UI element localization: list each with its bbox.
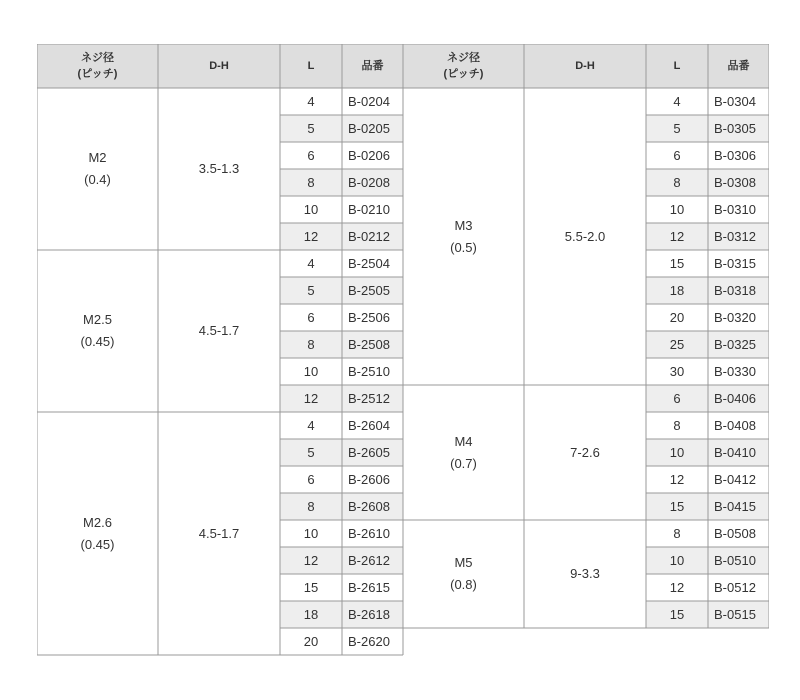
thread-size-cell (37, 250, 158, 412)
part-number-value: B-0408 (714, 417, 756, 433)
part-number-cell (708, 412, 769, 439)
part-number-cell (708, 358, 769, 385)
length-cell (280, 115, 342, 142)
part-number-cell (342, 277, 403, 304)
part-number-value: B-2604 (348, 417, 390, 433)
thread-size: M2.6 (83, 514, 112, 530)
part-number-cell (708, 520, 769, 547)
part-number-cell (708, 331, 769, 358)
dh-cell (524, 88, 646, 385)
dh-cell (524, 520, 646, 628)
part-number-cell (342, 628, 403, 655)
part-number-value: B-0320 (714, 309, 756, 325)
part-number-cell (342, 520, 403, 547)
header-pitch-label: (ピッチ) (443, 68, 484, 80)
length-cell (646, 331, 708, 358)
part-number-cell (708, 493, 769, 520)
part-number-cell (342, 574, 403, 601)
part-number-value: B-0212 (348, 228, 390, 244)
length-cell (280, 547, 342, 574)
part-number-cell (342, 223, 403, 250)
length-value: 18 (669, 282, 685, 298)
length-cell (646, 493, 708, 520)
part-number-value: B-0308 (714, 174, 756, 190)
part-number-value: B-0208 (348, 174, 390, 190)
part-number-value: B-0318 (714, 282, 756, 298)
length-value: 4 (307, 255, 315, 271)
length-value: 12 (669, 228, 685, 244)
part-number-cell (342, 358, 403, 385)
length-cell (646, 358, 708, 385)
part-number-value: B-0204 (348, 93, 390, 109)
dh-value: 5.5-2.0 (564, 228, 606, 244)
part-number-cell (342, 439, 403, 466)
thread-size-cell (403, 88, 524, 385)
length-value: 12 (303, 552, 319, 568)
length-cell (280, 520, 342, 547)
length-cell (280, 250, 342, 277)
length-value: 5 (673, 120, 681, 136)
part-number-value: B-0210 (348, 201, 390, 217)
length-cell (280, 142, 342, 169)
part-number-value: B-2608 (348, 498, 390, 514)
length-cell (646, 574, 708, 601)
header-length (646, 44, 708, 88)
thread-size: M4 (454, 433, 473, 449)
length-value: 10 (303, 525, 319, 541)
header-dh-label: D-H (575, 60, 595, 72)
length-cell (646, 601, 708, 628)
length-cell (280, 466, 342, 493)
length-value: 8 (307, 174, 315, 190)
length-cell (280, 385, 342, 412)
dh-value: 4.5-1.7 (198, 323, 240, 338)
length-value: 15 (303, 579, 319, 595)
length-value: 5 (307, 282, 315, 298)
part-number-value: B-0205 (348, 120, 390, 136)
part-number-cell (708, 304, 769, 331)
part-number-value: B-2512 (348, 390, 390, 406)
length-cell (280, 169, 342, 196)
length-value: 15 (669, 606, 685, 622)
part-number-value: B-0305 (714, 120, 756, 136)
part-number-value: B-2506 (348, 309, 390, 325)
thread-pitch: (0.4) (84, 172, 111, 187)
length-cell (646, 547, 708, 574)
length-cell (280, 574, 342, 601)
thread-size: M5 (454, 555, 473, 570)
length-cell (280, 223, 342, 250)
part-number-value: B-0512 (714, 579, 756, 595)
part-number-value: B-2620 (348, 633, 390, 649)
part-number-cell (342, 466, 403, 493)
header-pitch-label: (ピッチ) (77, 68, 118, 80)
length-value: 6 (673, 147, 681, 163)
part-number-cell (708, 385, 769, 412)
header-part-number (708, 44, 769, 88)
length-value: 4 (307, 93, 315, 109)
length-cell (646, 115, 708, 142)
length-cell (646, 277, 708, 304)
part-number-value: B-0406 (714, 390, 756, 406)
length-cell (646, 196, 708, 223)
part-number-cell (342, 547, 403, 574)
length-value: 10 (669, 552, 685, 568)
part-number-cell (342, 385, 403, 412)
thread-size-cell (403, 520, 524, 628)
length-cell (280, 601, 342, 628)
part-number-value: B-2504 (348, 255, 390, 271)
length-cell (646, 412, 708, 439)
spec-table (37, 44, 769, 656)
part-number-value: B-0206 (348, 147, 390, 163)
length-cell (646, 466, 708, 493)
part-number-cell (342, 88, 403, 115)
dh-value: 3.5-1.3 (198, 161, 240, 176)
length-cell (280, 331, 342, 358)
header-length-label: L (673, 60, 681, 72)
part-number-value: B-0310 (714, 201, 756, 217)
part-number-cell (342, 250, 403, 277)
length-value: 6 (307, 147, 315, 163)
dh-value: 4.5-1.7 (198, 525, 240, 541)
part-number-cell (708, 223, 769, 250)
length-value: 12 (303, 228, 319, 244)
part-number-value: B-0412 (714, 471, 756, 487)
length-value: 6 (307, 309, 315, 325)
thread-size: M2 (88, 150, 107, 165)
part-number-value: B-0315 (714, 255, 756, 271)
part-number-cell (342, 115, 403, 142)
length-value: 12 (303, 390, 319, 406)
length-cell (280, 304, 342, 331)
length-cell (646, 250, 708, 277)
part-number-value: B-2612 (348, 552, 390, 568)
part-number-cell (708, 169, 769, 196)
length-value: 10 (669, 201, 685, 217)
length-value: 6 (307, 471, 315, 487)
part-number-value: B-0508 (714, 525, 756, 541)
header-length-label: L (307, 60, 315, 72)
thread-pitch: (0.5) (450, 239, 477, 255)
part-number-cell (342, 412, 403, 439)
length-value: 8 (673, 417, 681, 433)
thread-pitch: (0.7) (450, 455, 477, 471)
header-thread-size (37, 44, 158, 88)
part-number-cell (342, 169, 403, 196)
thread-size-cell (37, 412, 158, 655)
part-number-cell (342, 196, 403, 223)
length-value: 20 (303, 633, 319, 649)
length-cell (280, 628, 342, 655)
spec-table-wrapper (37, 44, 769, 656)
length-cell (646, 223, 708, 250)
length-value: 8 (673, 525, 681, 541)
length-cell (280, 196, 342, 223)
dh-value: 7-2.6 (570, 444, 600, 460)
part-number-value: B-0515 (714, 606, 756, 622)
part-number-value: B-0330 (714, 363, 756, 379)
thread-size: M3 (454, 217, 473, 233)
part-number-cell (342, 493, 403, 520)
length-cell (646, 520, 708, 547)
length-value: 15 (669, 255, 685, 271)
part-number-value: B-0304 (714, 93, 756, 109)
length-value: 10 (303, 201, 319, 217)
part-number-cell (708, 439, 769, 466)
dh-cell (158, 412, 280, 655)
dh-cell (158, 250, 280, 412)
thread-size-cell (403, 385, 524, 520)
length-value: 4 (673, 93, 681, 109)
part-number-value: B-2610 (348, 525, 390, 541)
length-value: 5 (307, 444, 315, 460)
part-number-value: B-2505 (348, 282, 390, 298)
thread-size: M2.5 (83, 312, 112, 327)
length-cell (280, 439, 342, 466)
length-value: 20 (669, 309, 685, 325)
header-part-number-label: 品番 (727, 60, 750, 72)
length-value: 10 (303, 363, 319, 379)
part-number-value: B-2615 (348, 579, 390, 595)
header-thread-size (403, 44, 524, 88)
part-number-value: B-2605 (348, 444, 390, 460)
length-value: 25 (669, 336, 685, 352)
thread-size-cell (37, 88, 158, 250)
length-value: 30 (669, 363, 685, 379)
part-number-cell (708, 574, 769, 601)
part-number-value: B-2510 (348, 363, 390, 379)
header-dh-label: D-H (209, 60, 229, 72)
part-number-value: B-2508 (348, 336, 390, 352)
length-value: 12 (669, 579, 685, 595)
length-value: 8 (307, 336, 315, 352)
dh-cell (158, 88, 280, 250)
part-number-value: B-2618 (348, 606, 390, 622)
length-cell (280, 358, 342, 385)
length-value: 6 (673, 390, 681, 406)
part-number-value: B-0410 (714, 444, 756, 460)
length-cell (280, 412, 342, 439)
part-number-value: B-0510 (714, 552, 756, 568)
header-dh (158, 44, 280, 88)
part-number-cell (708, 601, 769, 628)
part-number-value: B-2606 (348, 471, 390, 487)
length-value: 8 (307, 498, 315, 514)
header-thread-label: ネジ径 (81, 52, 114, 64)
part-number-cell (708, 142, 769, 169)
part-number-cell (708, 196, 769, 223)
length-value: 10 (669, 444, 685, 460)
length-value: 15 (669, 498, 685, 514)
thread-pitch: (0.45) (80, 536, 115, 552)
part-number-cell (342, 304, 403, 331)
length-value: 5 (307, 120, 315, 136)
dh-cell (524, 385, 646, 520)
length-value: 8 (673, 174, 681, 190)
length-cell (646, 142, 708, 169)
header-thread-label: ネジ径 (447, 52, 480, 64)
length-cell (280, 277, 342, 304)
part-number-value: B-0325 (714, 336, 756, 352)
length-value: 18 (303, 606, 319, 622)
dh-value: 9-3.3 (570, 566, 600, 581)
part-number-value: B-0415 (714, 498, 756, 514)
length-cell (646, 88, 708, 115)
thread-pitch: (0.8) (450, 577, 477, 592)
part-number-cell (342, 331, 403, 358)
part-number-cell (708, 115, 769, 142)
header-part-number-label: 品番 (361, 60, 384, 72)
header-part-number (342, 44, 403, 88)
length-cell (646, 169, 708, 196)
part-number-cell (708, 88, 769, 115)
length-cell (280, 493, 342, 520)
part-number-cell (708, 547, 769, 574)
header-length (280, 44, 342, 88)
part-number-value: B-0312 (714, 228, 756, 244)
part-number-value: B-0306 (714, 147, 756, 163)
length-cell (646, 385, 708, 412)
part-number-cell (708, 250, 769, 277)
header-dh (524, 44, 646, 88)
part-number-cell (708, 277, 769, 304)
length-cell (646, 304, 708, 331)
length-value: 12 (669, 471, 685, 487)
length-cell (646, 439, 708, 466)
length-cell (280, 88, 342, 115)
part-number-cell (342, 601, 403, 628)
part-number-cell (708, 466, 769, 493)
thread-pitch: (0.45) (80, 334, 115, 349)
length-value: 4 (307, 417, 315, 433)
part-number-cell (342, 142, 403, 169)
